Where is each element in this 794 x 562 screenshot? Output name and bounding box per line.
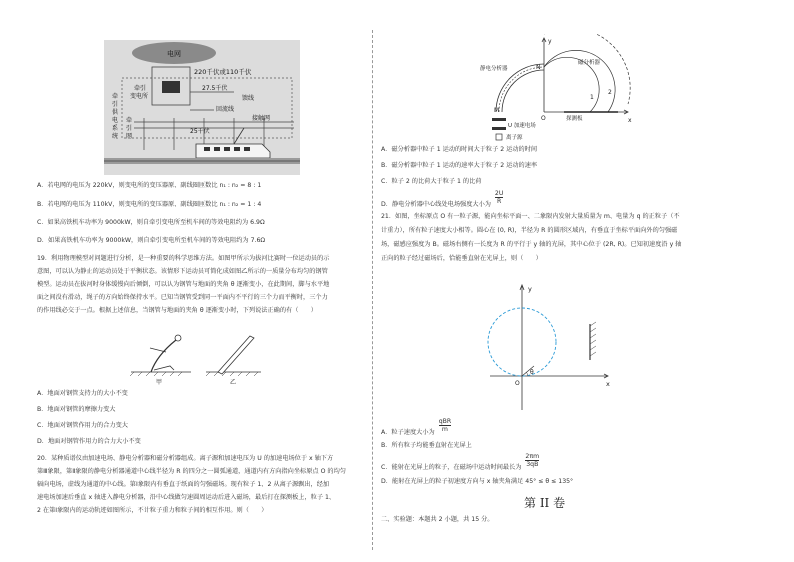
part2-title: 第 II 卷 (524, 496, 566, 510)
fig21-origin-label: O (515, 380, 520, 387)
q20-line-4: 速电场加速后垂直 x 轴进入静电分析器，沿中心线做匀速圆周运动后进入磁场，最后打在探测板上，粒子 1、 (37, 494, 336, 501)
fraction-2pim-over-3qB (525, 453, 539, 468)
substation-label-2: 变电所 (130, 93, 149, 100)
q19-line-3: 模型。运动员在拔河时身体缓慢向后倾倒，可以认为钢管与地面的夹角 θ 逐渐变小，在此期间，脚与水平地 (37, 281, 330, 288)
mass-spectrometer-figure (478, 34, 638, 142)
q21-line-1: 21．如图，坐标原点 O 有一粒子源，能向坐标平面一、二象限内发射大量质量为 m、电量为 q 的正粒子（不 (381, 213, 680, 220)
q19-line-1: 19．利用物理模型对问题进行分析，是一种重要的科学思维方法。如图甲所示为拔河比赛时一位运动员的示 (37, 255, 330, 262)
particle-1-label: 1 (590, 94, 594, 101)
axis-y-label: y (548, 38, 552, 45)
q20-option-a: A．磁分析器中粒子 1 运动的时间大于粒子 2 运动的时间 (381, 146, 538, 153)
net-char-2: 引 (126, 125, 133, 132)
q18-option-a: A．若电网的电压为 220kV，则变电所的变压器原、副线圈匝数比 n₁ : n₂ = 8 : 1 (37, 182, 262, 189)
voltage-top-label: 220千伏或110千伏 (194, 68, 252, 76)
q19-line-5: 的作用线必交于一点。根据上述信息，当钢管与地面的夹角 θ 逐渐变小时，下列说法正确的有（ ） (37, 307, 317, 314)
fraction-num: qBR (438, 418, 452, 425)
column-divider (372, 30, 373, 550)
q19-line-4: 面之间没有滑动，绳子的方向始终保持水平。已知当钢管受到同一平面内不平行的三个力而平衡时，三个力 (37, 294, 328, 301)
system-char-6: 统 (112, 133, 119, 140)
q19-line-2: 意图，可以认为静止的运动员处于平衡状态。该情形下运动员可简化成如图乙所示的一质量分布均匀的钢管 (37, 268, 328, 275)
q20-line-2: 第Ⅲ象限，第Ⅱ象限的静电分析器通道中心线半径为 R 的四分之一圆弧通道，通道内有方向指向坐标原点 O 的均匀 (37, 468, 346, 475)
q21-line-4: 正向的粒子经过磁场后，恰能垂直射在光屏上，则（ ） (381, 255, 542, 262)
static-analyzer-label: 静电分析器 (480, 66, 508, 72)
M-label: M (494, 107, 500, 114)
system-char-3: 供 (112, 109, 119, 116)
N-label: N (536, 64, 541, 71)
q21-option-c (381, 453, 540, 471)
net-char-1: 牵 (126, 117, 133, 124)
traction-power-figure (104, 40, 300, 175)
system-char-1: 牵 (112, 93, 119, 100)
magnetic-field-figure (486, 282, 612, 416)
part2-heading: 二、实验题：本题共 2 小题，共 15 分。 (381, 516, 494, 523)
magnetic-analyzer-label: 磁分析器 (578, 60, 601, 66)
q19-option-d: D．地面对钢管作用力的合力大小不变 (37, 438, 141, 445)
system-char-4: 电 (112, 117, 119, 124)
q21-option-a (381, 418, 452, 436)
q18-option-c: C．如果高铁机车功率为 9000kW，则自牵引变电所至机车间的等效电阻约为 6.9Ω (37, 219, 265, 226)
fraction-num: 2πm (525, 453, 540, 460)
fraction-2U-over-R (495, 190, 503, 205)
system-char-5: 系 (112, 125, 119, 132)
q21-option-d: D．能射在光屏上的粒子初速度方向与 x 轴夹角满足 45° ≤ θ ≤ 135° (381, 478, 574, 485)
particle-2-label: 2 (608, 89, 612, 96)
q20-option-c: C．粒子 2 的比荷大于粒子 1 的比荷 (381, 178, 482, 185)
fraction-num: 2U (494, 190, 504, 197)
axis-x-label: x (628, 117, 632, 124)
q21-line-3: 场，磁感应强度为 B。磁场右侧有一长度为 R 的平行于 y 轴的光屏，其中心位于 (2R, R)。已知初速度沿 y 轴 (381, 241, 682, 248)
q20-line-5: 2 在第Ⅰ象限内的运动轨迹如图所示，不计粒子重力和粒子间的相互作用。则（ ） (37, 507, 268, 514)
fig-label-jia: 甲 (156, 379, 163, 386)
q20-line-1: 20．某种质谱仪由加速电场、静电分析器和磁分析器组成。离子源和加速电压为 U 的加速电场位于 x 轴下方 (37, 455, 334, 462)
fig21-x-label: x (606, 380, 610, 388)
grid-label: 电网 (167, 50, 181, 58)
origin-label: O (541, 115, 546, 122)
q21-line-2: 计重力），所有粒子速度大小相等。圆心在 (0, R)，半径为 R 的圆形区域内，有垂直于坐标平面向外的匀强磁 (381, 227, 678, 234)
tug-of-war-figure (126, 328, 266, 388)
fraction-qBR-over-m (439, 418, 451, 433)
q20-line-3: 辐向电场，虚线为通道的中心线。第Ⅰ象限内有垂直于纸面的匀强磁场。现有粒子 1、2 从离子源飘出，经加 (37, 481, 330, 488)
fraction-den: 3qB (526, 461, 539, 468)
net-char-3: 网 (126, 133, 133, 140)
detector-label: 探测板 (566, 116, 583, 122)
accel-voltage-label: U 加速电场 (508, 123, 536, 129)
system-char-2: 引 (112, 101, 119, 108)
q21-option-b: B．所有粒子均能垂直射在光屏上 (381, 442, 472, 449)
v25-label: 25千伏 (190, 128, 210, 135)
q18-option-b: B．若电网的电压为 110kV，则变电所的变压器原、副线圈匝数比 n₁ : n₂ = 1 : 4 (37, 201, 262, 208)
ion-source-label: 离子源 (506, 135, 523, 141)
fraction-den: m (441, 426, 448, 433)
q21-option-c-text: C．能射在光屏上的粒子，在磁场中运动时间最长为 (381, 463, 522, 471)
fraction-den: R (497, 198, 502, 205)
fig-label-yi: 乙 (230, 379, 237, 386)
q19-option-a: A．地面对钢管支持力的大小不变 (37, 390, 128, 397)
return-line-label: 回流线 (216, 106, 235, 113)
q19-option-b: B．地面对钢管的摩擦力变大 (37, 406, 116, 413)
substation-label-1: 牵引 (134, 85, 147, 92)
q20-option-d (381, 190, 503, 206)
contact-line-label: 接触网 (252, 115, 271, 122)
q20-option-d-text: D．静电分析器中心线处电场强度大小为 (381, 200, 491, 208)
q19-option-c: C．地面对钢管作用力的合力变大 (37, 422, 128, 429)
q20-option-b: B．磁分析器中粒子 1 运动的速率大于粒子 2 运动的速率 (381, 162, 538, 169)
fig21-y-label: y (528, 285, 532, 293)
theta-label: θ (530, 369, 534, 376)
feeder-label: 馈线 (242, 95, 255, 102)
q18-option-d: D．如果高铁机车功率为 9000kW，则自牵引变电所至机车间的等效电阻约为 7.6Ω (37, 237, 266, 244)
v275-label: 27.5千伏 (202, 85, 228, 92)
q21-option-a-text: A．粒子速度大小为 (381, 428, 435, 436)
